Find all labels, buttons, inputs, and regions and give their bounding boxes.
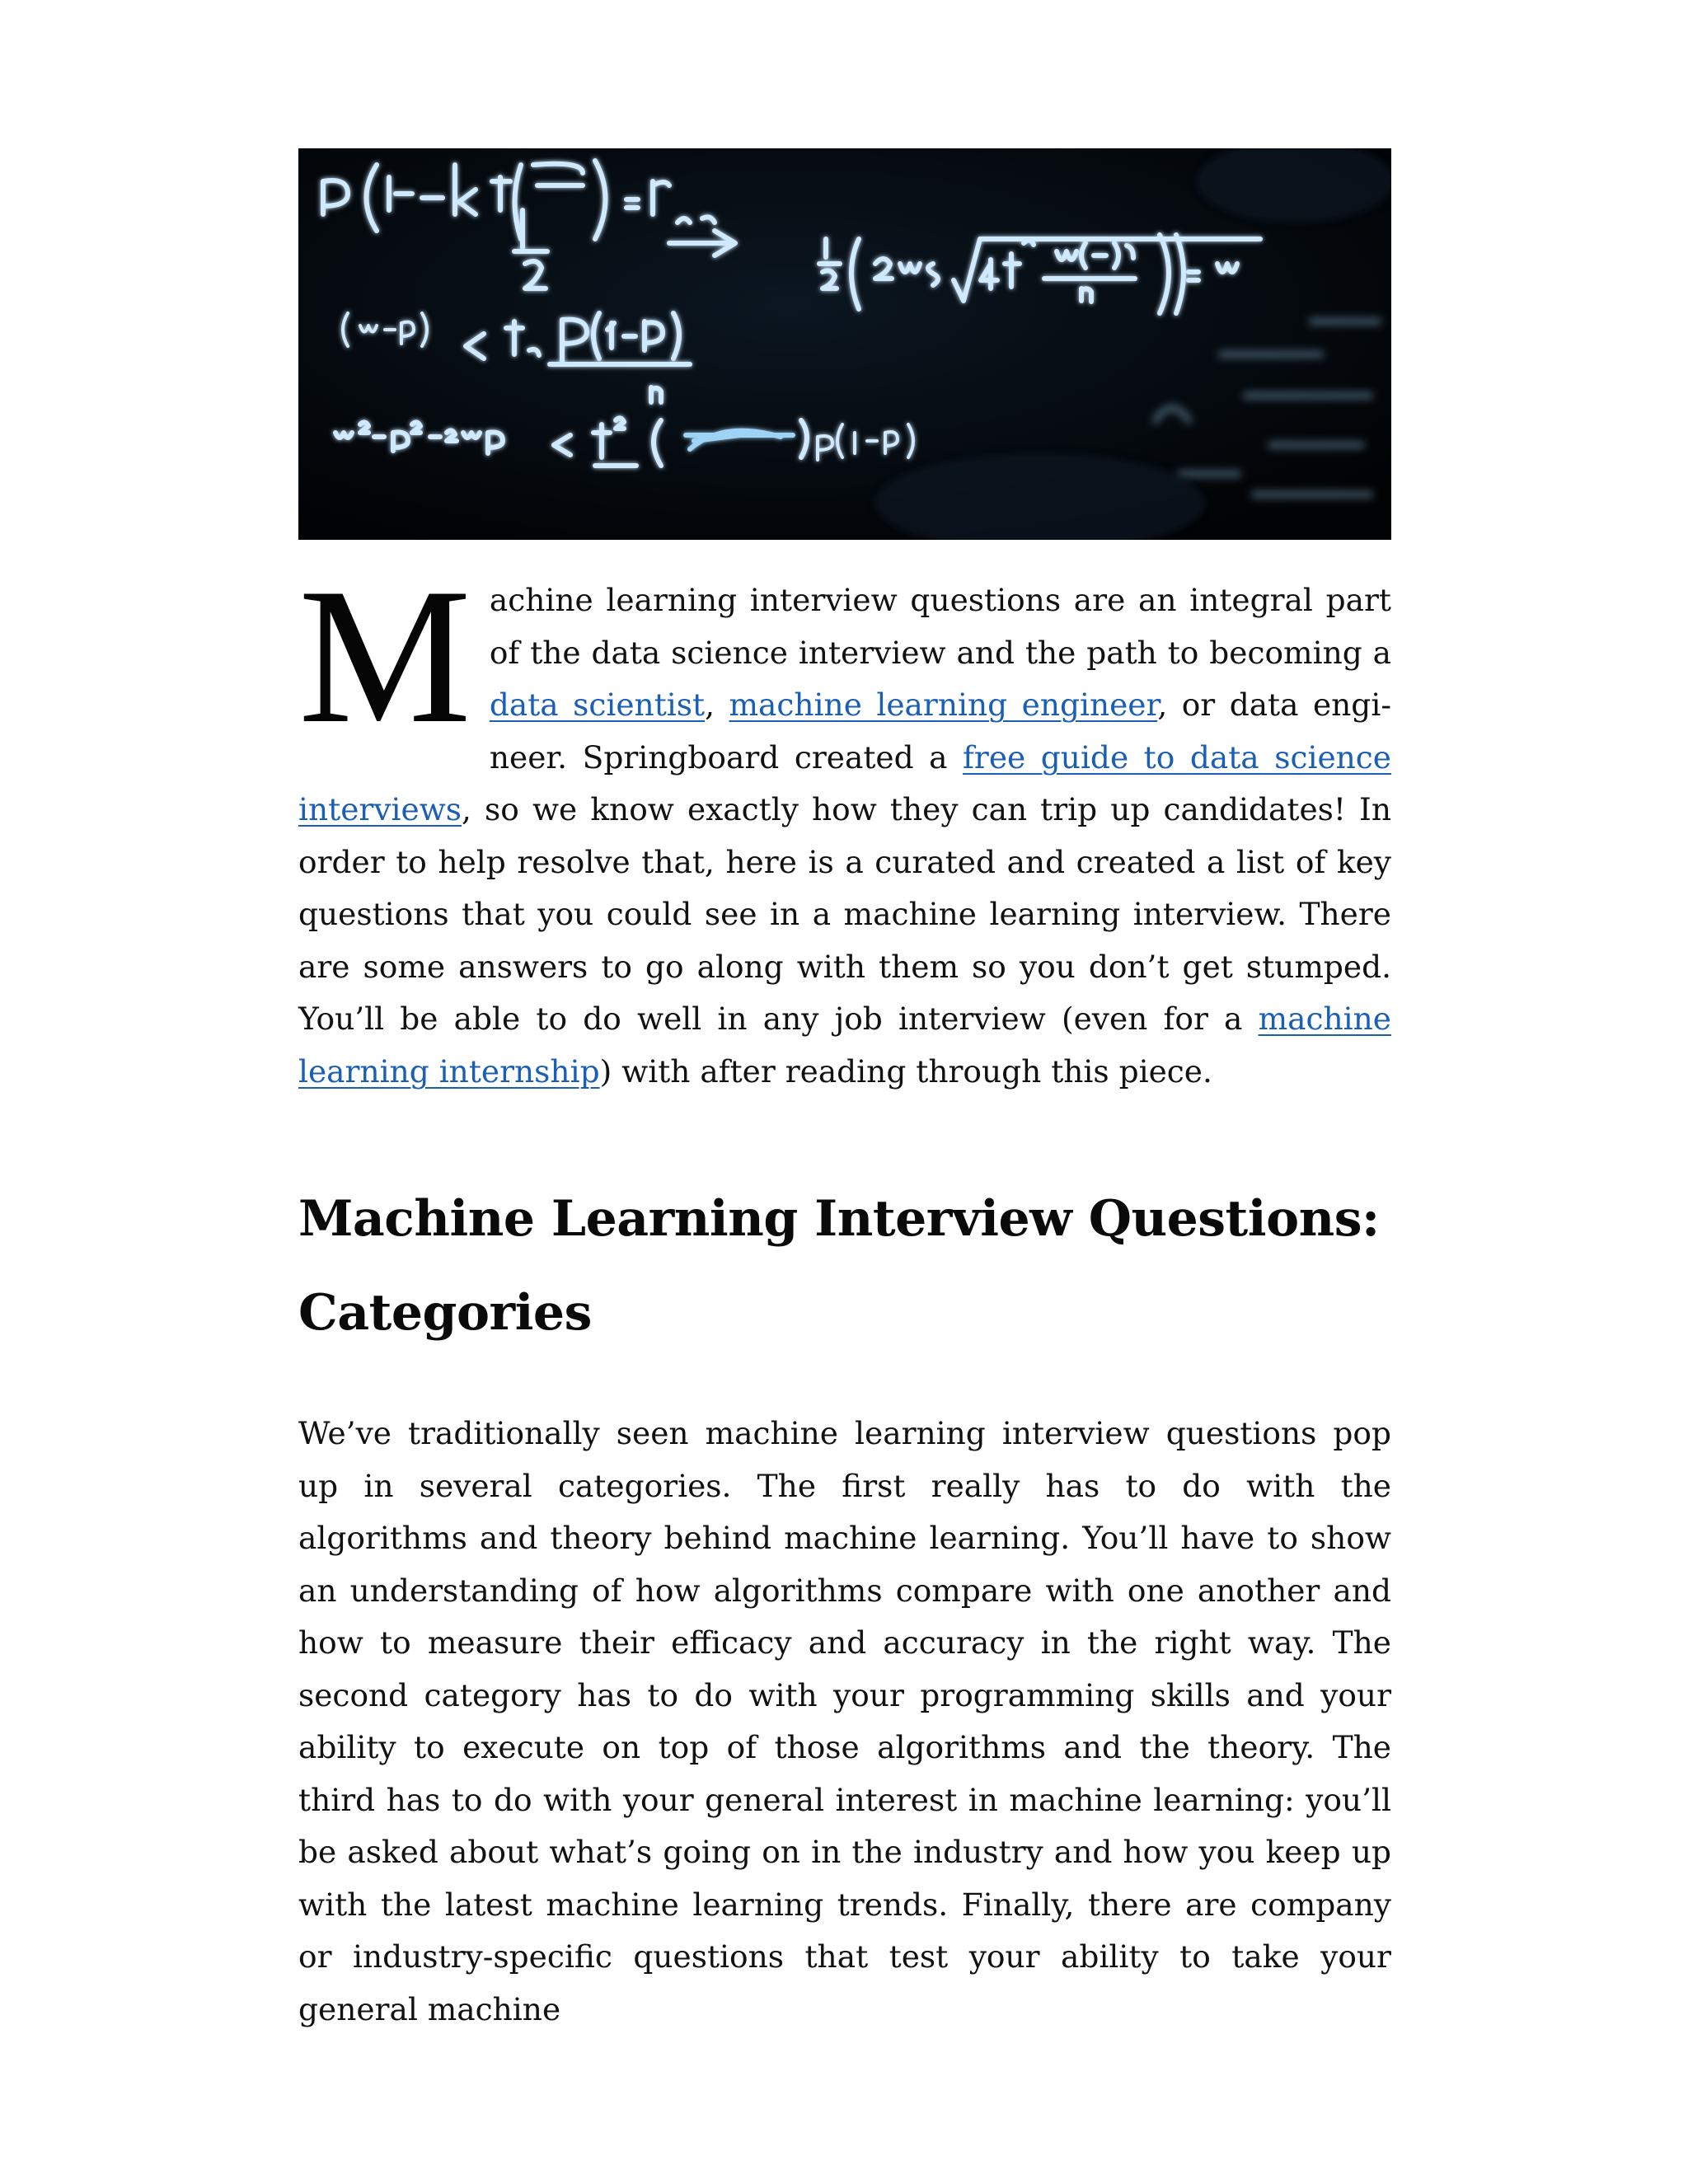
- intro-paragraph: [298, 549, 1391, 1098]
- drop-cap: M: [298, 549, 471, 764]
- chalkboard-equations-illustration: [298, 148, 1391, 540]
- section-heading: Machine Learning Interview Questions: Categories: [298, 1190, 1380, 1342]
- machine-learning-internship-link[interactable]: machine learning internship: [298, 1001, 1391, 1090]
- data-scientist-link[interactable]: data scientist: [489, 687, 706, 723]
- intro-text-1: achine learning interview questions are an integral part of the data science interview and the path to becoming a: [489, 582, 1391, 671]
- machine-learning-engineer-link[interactable]: machine learning engineer: [729, 687, 1158, 723]
- hero-image: [298, 148, 1391, 540]
- intro-text-2: , or data engineer. Springboard created a: [489, 687, 1391, 776]
- intro-text-3: , so we know exactly how they can trip up candidates! In order to help resolve that, here is a curated and created a list of key questions that you could see in a machine learning interview. There are some answers to go along with them so you don’t get stumped. You’ll be able to do well in any job interview (even for a: [298, 791, 1391, 1037]
- intro-text-4: ) with after reading through this piece.: [599, 1052, 1212, 1090]
- categories-paragraph: We’ve traditionally seen machine learning interview questions pop up in several categories. The first really has to do with the algorithms and theory behind machine learning. You’ll have to show an understanding of how algorithms compare with one another and how to measure their efficacy and accuracy in the right way. The second category has to do with your programming skills and your ability to execute on top of those algorithms and the theory. The third has to do with your general interest in machine learning: you’ll be asked about what’s going on in the industry and how you keep up with the latest machine learning trends. Finally, there are company or industry-specific questions that test your ability to take your general machine: [298, 1415, 1391, 2027]
- data-science-interviews-guide-link[interactable]: free guide to data science interviews: [298, 738, 1391, 827]
- article: [298, 148, 1391, 2067]
- intro-separator: ,: [705, 687, 729, 723]
